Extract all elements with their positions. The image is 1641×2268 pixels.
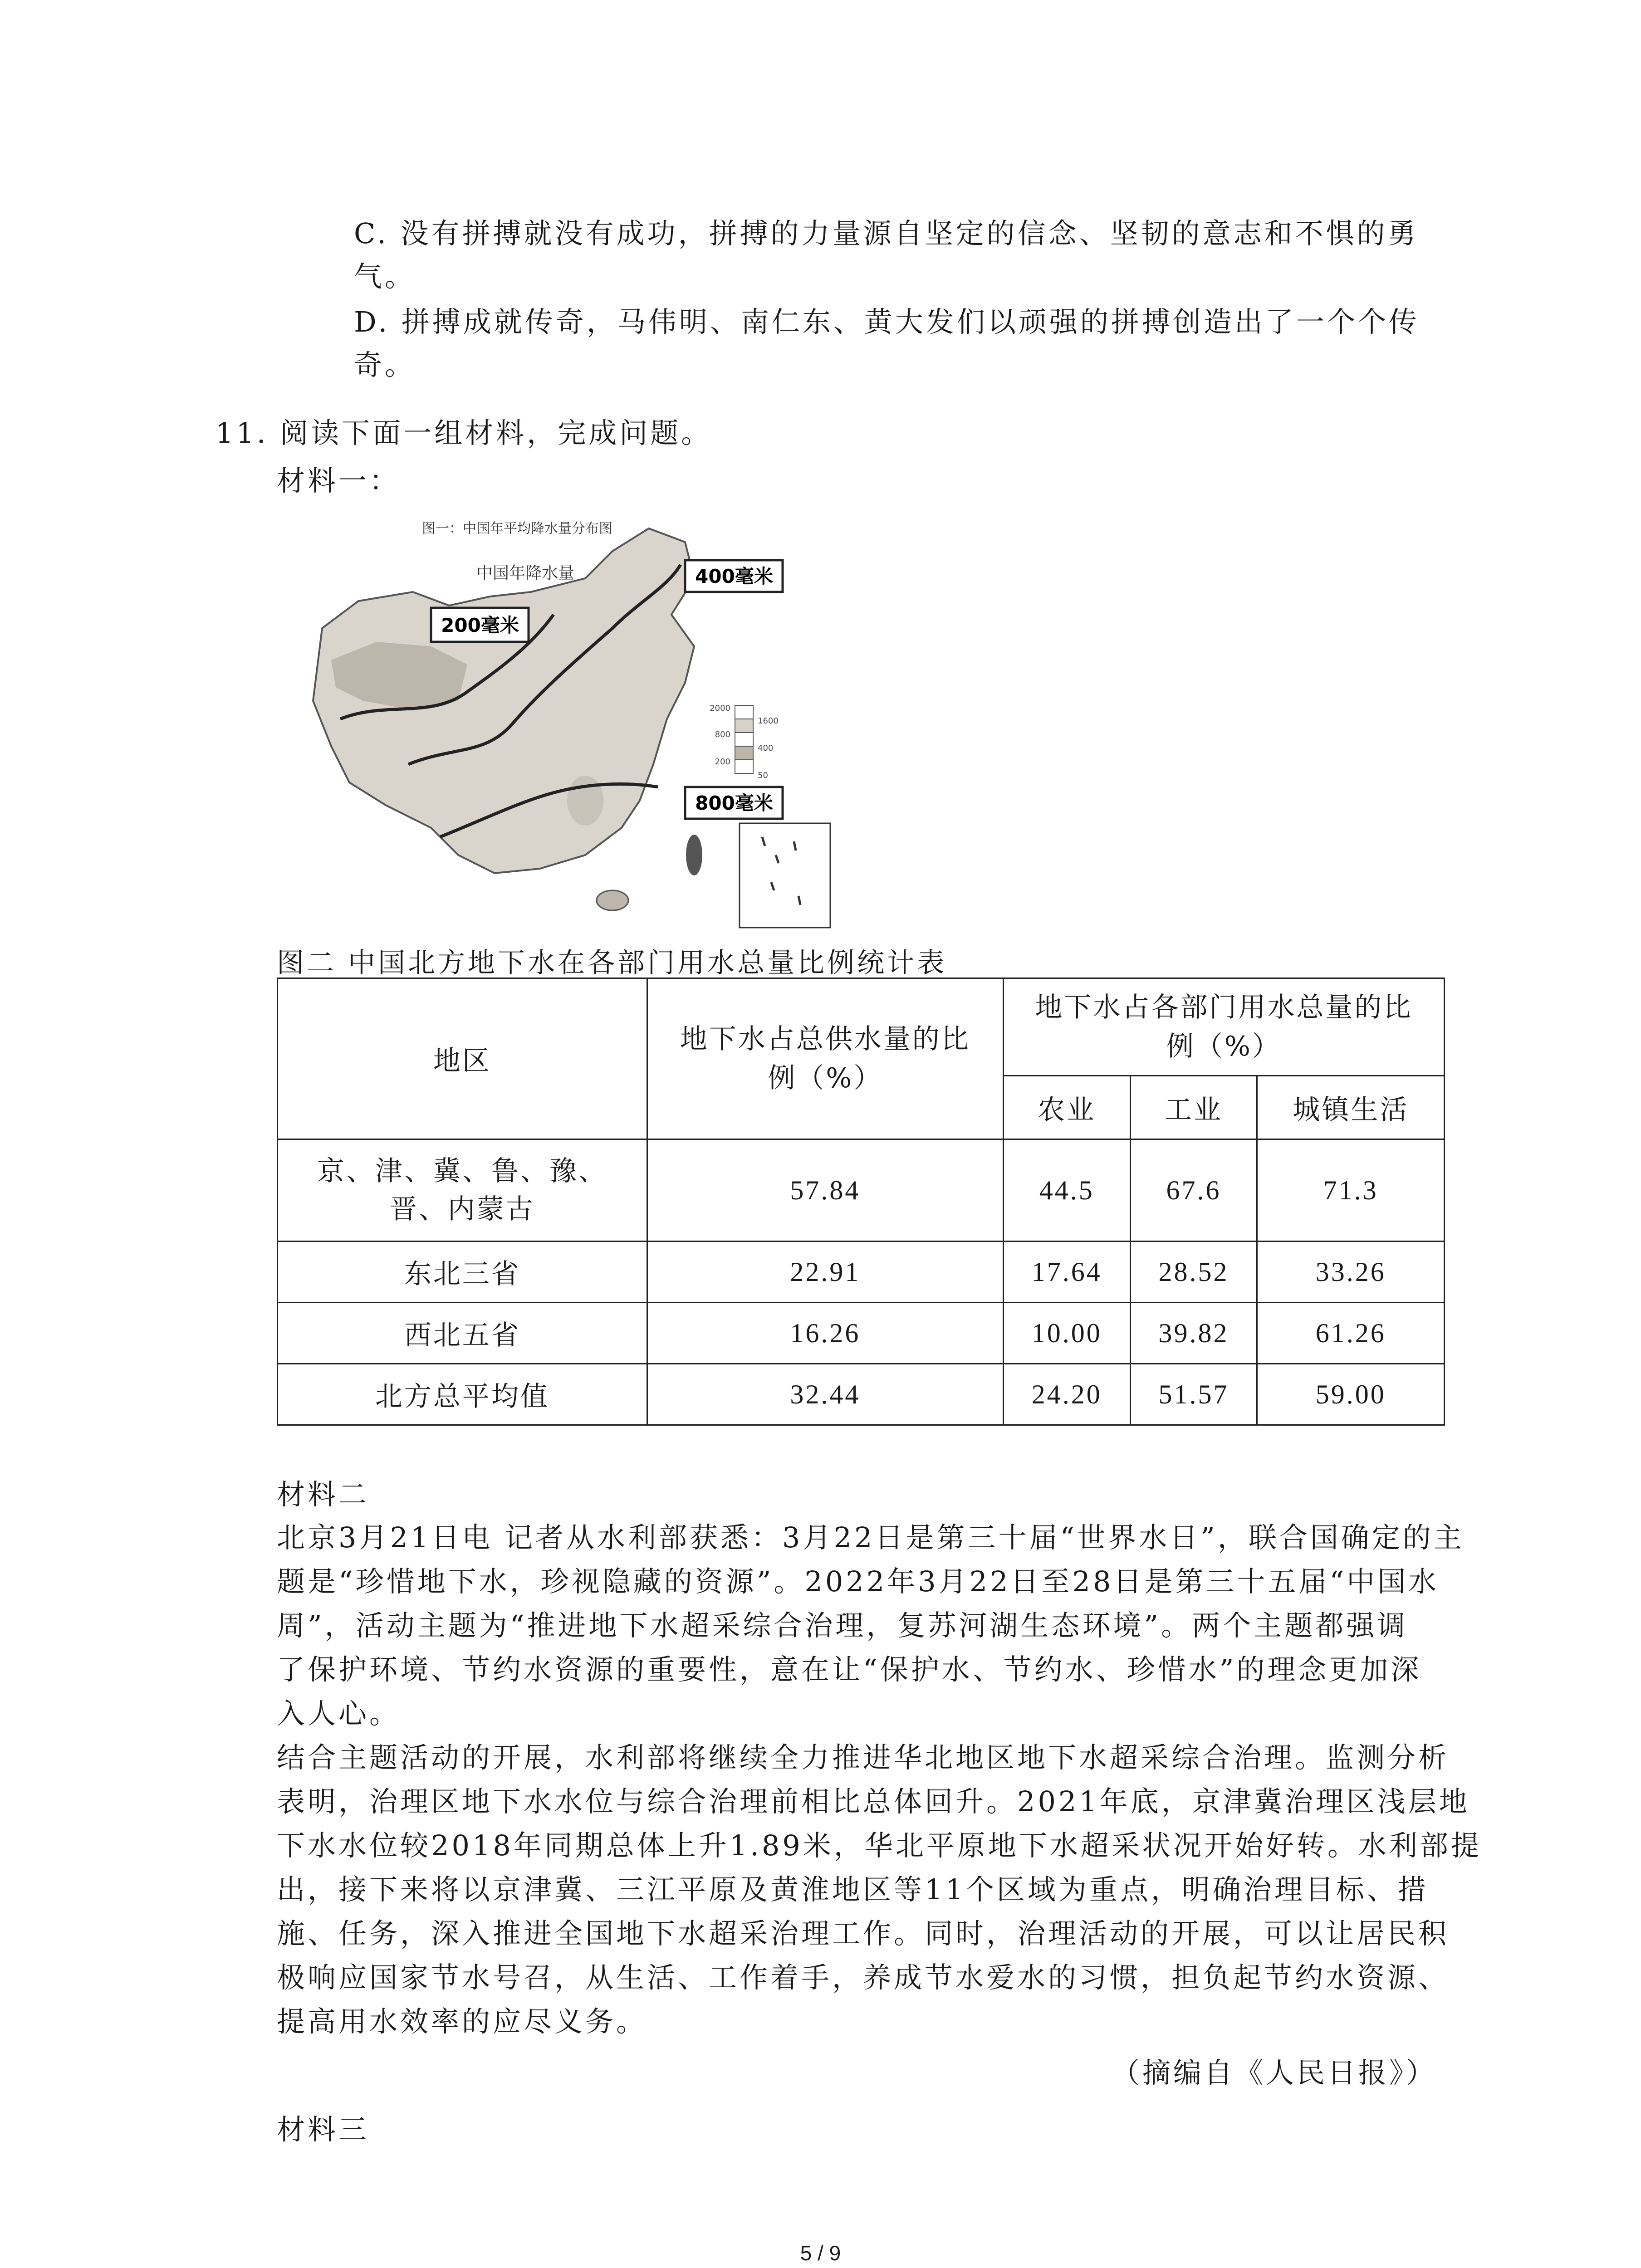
material2-line: 北京3月21日电 记者从水利部获悉：3月22日是第三十届“世界水日”，联合国确定的主 [277, 1521, 1465, 1554]
material2-line: 入人心。 [277, 1697, 401, 1730]
svg-text:400: 400 [758, 743, 774, 753]
header-department: 地下水占各部门用水总量的比例（%） [1003, 978, 1444, 1076]
page-number: 5 / 9 [800, 2241, 841, 2265]
label-200mm [431, 608, 529, 642]
header-agriculture: 农业 [1003, 1076, 1130, 1139]
svg-text:2000: 2000 [710, 704, 730, 713]
table-header-row [278, 978, 1445, 1076]
material1-label: 材料一： [277, 464, 401, 497]
option-d-line2: 奇。 [354, 348, 416, 381]
svg-text:1600: 1600 [758, 716, 779, 726]
header-region: 地区 [278, 978, 647, 1139]
source-citation: （摘编自《人民日报》） [1111, 2056, 1437, 2089]
header-total-supply: 地下水占总供水量的比例（%） [647, 978, 1003, 1139]
urban-cell: 71.3 [1257, 1139, 1445, 1242]
region-cell: 京、津、冀、鲁、豫、 晋、内蒙古 [278, 1139, 647, 1242]
precipitation-map [295, 510, 839, 932]
option-c-line2: 气。 [354, 260, 416, 293]
total-cell: 22.91 [647, 1242, 1003, 1303]
svg-text:200毫米: 200毫米 [441, 614, 519, 636]
question-11-prompt: 11. 阅读下面一组材料，完成问题。 [216, 416, 712, 450]
material2-line: 了保护环境、节约水资源的重要性，意在让“保护水、节约水、珍惜水”的理念更加深 [277, 1653, 1422, 1686]
table-row [278, 1303, 1445, 1364]
option-c-line1: C. 没有拼搏就没有成功，拼搏的力量源自坚定的信念、坚韧的意志和不惧的勇 [354, 217, 1419, 250]
material2-line: 下水水位较2018年同期总体上升1.89米，华北平原地下水超采状况开始好转。水利部提 [277, 1829, 1482, 1862]
svg-text:800: 800 [715, 730, 730, 739]
region-cell: 西北五省 [278, 1303, 647, 1364]
south-china-sea-inset [740, 823, 830, 928]
material2-label: 材料二 [277, 1478, 370, 1511]
svg-text:200: 200 [715, 757, 730, 767]
sichuan-basin [567, 776, 603, 826]
total-cell: 16.26 [647, 1303, 1003, 1364]
option-d-line1: D. 拼搏成就传奇，马伟明、南仁东、黄大发们以顽强的拼搏创造出了一个个传 [354, 305, 1420, 338]
table-caption: 图二 中国北方地下水在各部门用水总量比例统计表 [277, 947, 947, 979]
table-row [278, 1364, 1445, 1425]
industry-cell: 39.82 [1130, 1303, 1257, 1364]
total-cell: 32.44 [647, 1364, 1003, 1425]
material2-line: 题是“珍惜地下水，珍视隐藏的资源”。2022年3月22日至28日是第三十五届“中国水 [277, 1565, 1440, 1598]
material2-line: 周”，活动主题为“推进地下水超采综合治理，复苏河湖生态环境”。两个主题都强调 [277, 1609, 1408, 1642]
material2-line: 出，接下来将以京津冀、三江平原及黄淮地区等11个区域为重点，明确治理目标、措 [277, 1873, 1429, 1906]
table-row [278, 1242, 1445, 1303]
material3-label: 材料三 [277, 2113, 370, 2146]
agriculture-cell: 17.64 [1003, 1242, 1130, 1303]
header-urban: 城镇生活 [1257, 1076, 1445, 1139]
industry-cell: 67.6 [1130, 1139, 1257, 1242]
svg-text:50: 50 [758, 771, 768, 780]
precipitation-legend [710, 704, 779, 780]
agriculture-cell: 24.20 [1003, 1364, 1130, 1425]
map-subtitle: 中国年降水量 [476, 564, 575, 582]
total-cell: 57.84 [647, 1139, 1003, 1242]
urban-cell: 59.00 [1257, 1364, 1445, 1425]
industry-cell: 51.57 [1130, 1364, 1257, 1425]
svg-text:400毫米: 400毫米 [695, 565, 773, 587]
urban-cell: 61.26 [1257, 1303, 1445, 1364]
material2-line: 表明，治理区地下水水位与综合治理前相比总体回升。2021年底，京津冀治理区浅层地 [277, 1785, 1470, 1818]
agriculture-cell: 44.5 [1003, 1139, 1130, 1242]
groundwater-table [277, 978, 1445, 1426]
svg-text:800毫米: 800毫米 [695, 792, 773, 814]
industry-cell: 28.52 [1130, 1242, 1257, 1303]
material2-line: 施、任务，深入推进全国地下水超采治理工作。同时，治理活动的开展，可以让居民积 [277, 1917, 1450, 1950]
map-title: 图一：中国年平均降水量分布图 [422, 521, 612, 537]
agriculture-cell: 10.00 [1003, 1303, 1130, 1364]
table-row [278, 1139, 1445, 1242]
material2-line: 极响应国家节水号召，从生活、工作着手，养成节水爱水的习惯，担负起节约水资源、 [277, 1961, 1450, 1994]
material2-line: 提高用水效率的应尽义务。 [277, 2005, 647, 2038]
hainan-island [597, 890, 628, 910]
region-cell: 东北三省 [278, 1242, 647, 1303]
region-cell: 北方总平均值 [278, 1364, 647, 1425]
header-industry: 工业 [1130, 1076, 1257, 1139]
label-800mm [685, 787, 783, 819]
material2-line: 结合主题活动的开展，水利部将继续全力推进华北地区地下水超采综合治理。监测分析 [277, 1741, 1450, 1774]
urban-cell: 33.26 [1257, 1242, 1445, 1303]
taiwan-island [686, 835, 702, 875]
label-400mm [685, 560, 783, 592]
